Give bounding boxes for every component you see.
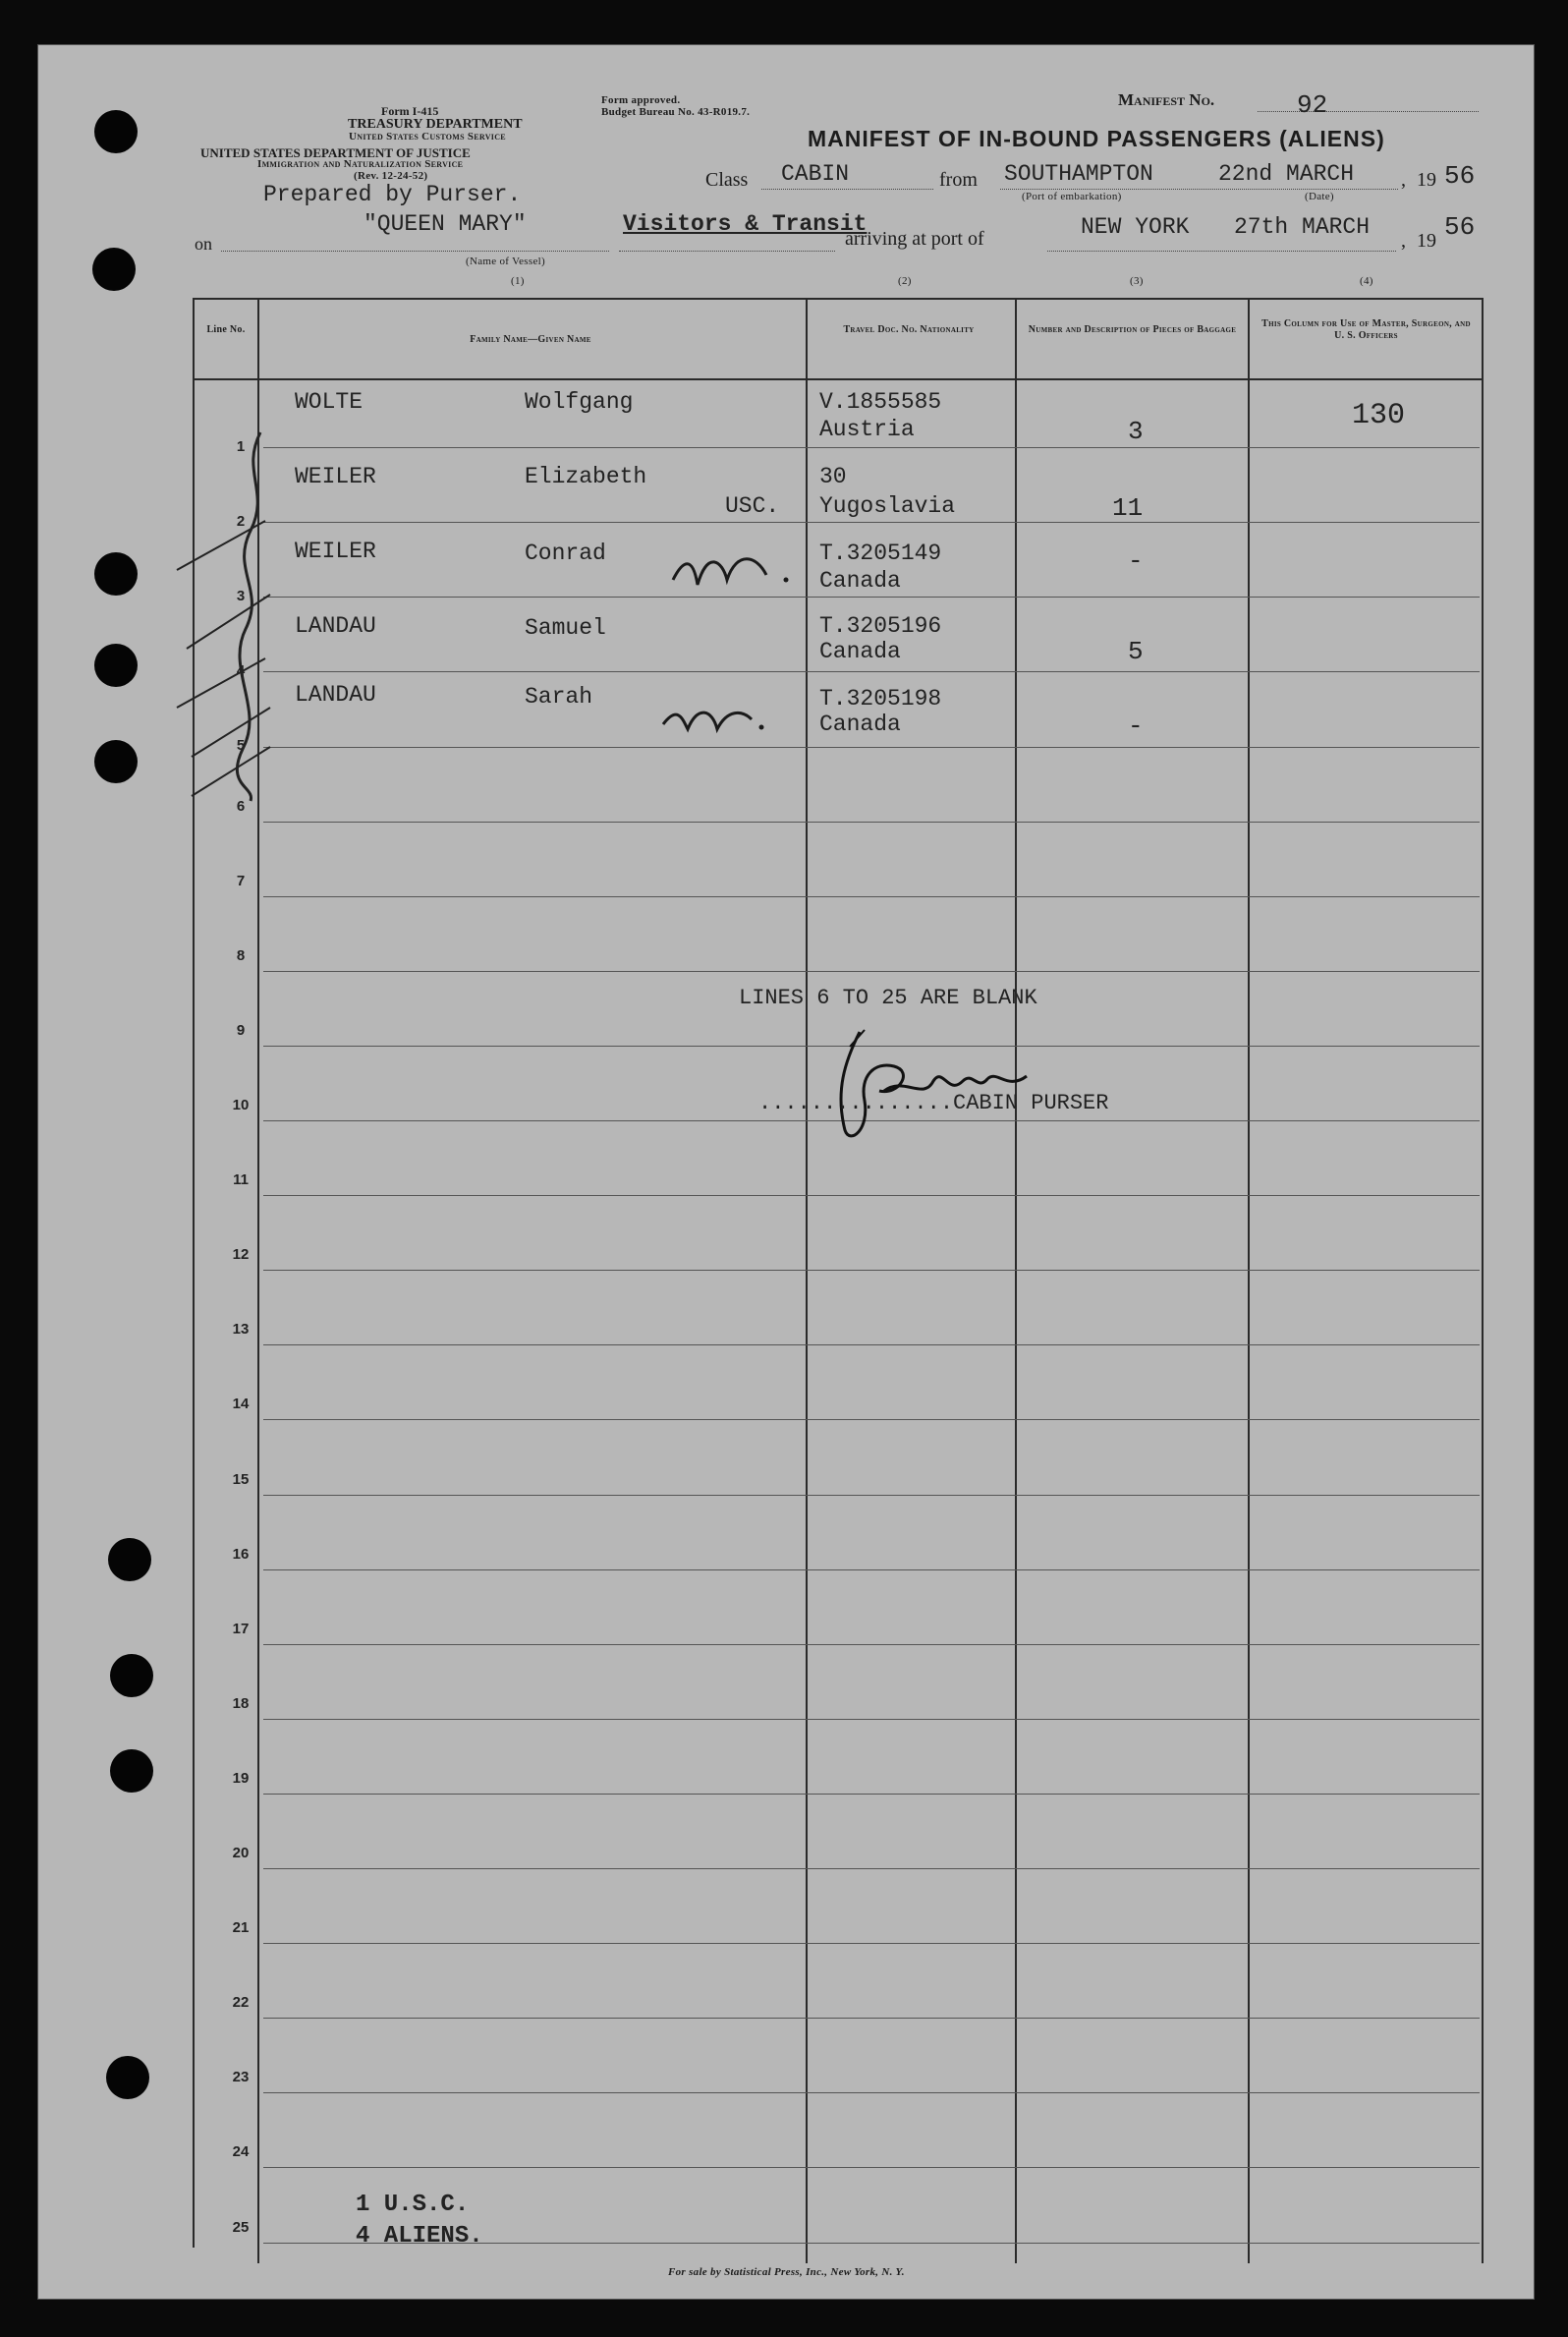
line-number: 13	[232, 1321, 250, 1339]
line-number: 5	[236, 737, 246, 754]
prepared-by: Prepared by Purser.	[263, 182, 522, 207]
line-number: 12	[232, 1246, 250, 1264]
travel-doc-no: V.1855585	[819, 389, 942, 415]
line-number: 23	[232, 2069, 250, 2086]
line-number: 18	[232, 1694, 250, 1712]
row-rule	[263, 1419, 1480, 1420]
row-rule	[263, 1943, 1480, 1944]
punch-hole	[110, 1654, 153, 1697]
line-number: 9	[236, 1021, 246, 1039]
punch-hole	[110, 1749, 153, 1793]
row-rule	[263, 2167, 1480, 2168]
row-rule	[263, 447, 1480, 448]
line-number: 2	[236, 513, 246, 530]
row-rule	[263, 822, 1480, 823]
line-number: 17	[232, 1620, 250, 1637]
vessel-name: "QUEEN MARY"	[364, 211, 527, 237]
row-rule	[263, 1344, 1480, 1345]
from-label: from	[939, 169, 978, 191]
family-name: LANDAU	[295, 613, 376, 639]
arrival-year: 56	[1444, 212, 1476, 242]
arrival-year-prefix: 19	[1417, 230, 1436, 252]
nationality: Austria	[819, 417, 915, 442]
line-number: 15	[232, 1470, 250, 1488]
cabin-purser-line: ...............CABIN PURSER	[758, 1091, 1109, 1115]
line-number: 19	[232, 1769, 250, 1787]
baggage-count: 3	[1128, 417, 1144, 446]
nationality: Yugoslavia	[819, 493, 956, 519]
line-number: 3	[236, 588, 246, 604]
purser-signature	[806, 1022, 1041, 1150]
baggage-count: 5	[1128, 637, 1144, 666]
punch-hole	[94, 552, 138, 596]
line-number: 7	[236, 872, 246, 889]
family-name: WEILER	[295, 539, 376, 564]
col-header-line-no: Line No.	[206, 324, 246, 335]
class-value: CABIN	[781, 161, 850, 187]
nationality: Canada	[819, 712, 901, 737]
travel-doc-no: T.3205198	[819, 686, 942, 712]
row-rule	[263, 747, 1480, 748]
blank-lines-note: LINES 6 TO 25 ARE BLANK	[739, 986, 1037, 1010]
handwritten-ditto-mark	[658, 700, 776, 739]
line-number: 14	[232, 1396, 250, 1413]
row-rule	[263, 1719, 1480, 1720]
line-number: 25	[232, 2218, 250, 2236]
from-port: SOUTHAMPTON	[1004, 161, 1153, 187]
page-title: MANIFEST OF IN-BOUND PASSENGERS (ALIENS)	[808, 126, 1385, 151]
given-name: Sarah	[525, 684, 593, 710]
justice-dept: UNITED STATES DEPARTMENT OF JUSTICE	[200, 145, 471, 160]
row-rule	[263, 1270, 1480, 1271]
col-number-3: (3)	[1130, 275, 1144, 287]
row-rule	[263, 1868, 1480, 1869]
from-date: 22nd MARCH	[1218, 161, 1355, 187]
punch-hole	[94, 644, 138, 687]
row-rule	[263, 1195, 1480, 1196]
row-rule	[263, 1569, 1480, 1570]
row-rule	[263, 971, 1480, 972]
nationality: Canada	[819, 639, 901, 664]
punch-hole	[106, 2056, 149, 2099]
on-label: on	[195, 234, 212, 254]
visitors-transit: Visitors & Transit	[623, 211, 868, 237]
arrival-port: NEW YORK	[1081, 214, 1190, 240]
manifest-label: Manifest No.	[1118, 90, 1215, 109]
manifest-number: 92	[1297, 90, 1328, 120]
date-caption: (Date)	[1305, 191, 1334, 202]
travel-doc-no: T.3205196	[819, 613, 942, 639]
row-rule	[263, 597, 1480, 598]
given-name: Wolfgang	[525, 389, 634, 415]
given-name: Elizabeth	[525, 464, 647, 489]
row-rule	[263, 1794, 1480, 1795]
row-rule	[263, 2092, 1480, 2093]
form-number: Form I-415	[381, 104, 439, 118]
line-number: 20	[232, 1845, 250, 1861]
line-number: 4	[236, 662, 246, 679]
baggage-count: -	[1128, 712, 1144, 741]
col-header-travel-doc: Travel Doc. No. Nationality	[843, 324, 975, 335]
line-number: 22	[232, 1994, 250, 2012]
port-embarkation-caption: (Port of embarkation)	[1022, 191, 1122, 202]
officers-note: 130	[1352, 399, 1406, 432]
family-name: WEILER	[295, 464, 376, 489]
vessel-caption: (Name of Vessel)	[466, 256, 545, 267]
given-name: Conrad	[525, 541, 606, 566]
line-number: 1	[236, 438, 246, 455]
arrival-date: 27th MARCH	[1234, 214, 1371, 240]
form-approved: Form approved.	[601, 94, 681, 106]
col-header-baggage: Number and Description of Pieces of Baggage	[1028, 324, 1237, 335]
travel-doc-no: 30	[819, 464, 847, 489]
line-number: 24	[232, 2143, 250, 2161]
year-prefix: 19	[1417, 169, 1436, 191]
punch-hole	[92, 248, 136, 291]
line-number: 16	[232, 1545, 250, 1563]
revision: (Rev. 12-24-52)	[354, 170, 428, 182]
row-rule	[263, 522, 1480, 523]
given-name: Samuel	[525, 615, 606, 641]
row-rule	[263, 2018, 1480, 2019]
arriving-label: arriving at port of	[845, 228, 984, 250]
punch-hole	[108, 1538, 151, 1581]
baggage-count: 11	[1112, 493, 1144, 523]
handwritten-ditto-mark	[668, 541, 806, 599]
punch-hole	[94, 110, 138, 153]
row-rule	[263, 896, 1480, 897]
from-year: 56	[1444, 161, 1476, 191]
col-number-2: (2)	[898, 275, 912, 287]
baggage-count: -	[1128, 546, 1144, 576]
travel-doc-no: T.3205149	[819, 541, 942, 566]
line-number: 21	[232, 1919, 250, 1937]
family-name: LANDAU	[295, 682, 376, 708]
row-rule	[263, 671, 1480, 672]
line-number: 8	[236, 946, 246, 964]
ins: Immigration and Naturalization Service	[257, 158, 464, 170]
line-number: 11	[233, 1171, 249, 1189]
row-rule	[263, 1495, 1480, 1496]
aliens-count: 4 ALIENS.	[356, 2223, 483, 2250]
col-number-4: (4)	[1360, 275, 1373, 287]
treasury-dept: TREASURY DEPARTMENT	[348, 117, 523, 132]
punch-hole	[94, 740, 138, 783]
col-header-name: Family Name—Given Name	[470, 334, 591, 345]
col-number-1: (1)	[511, 275, 525, 287]
handwritten-brackets	[147, 413, 285, 806]
customs-service: United States Customs Service	[349, 131, 506, 142]
nationality: Canada	[819, 568, 901, 594]
family-name: WOLTE	[295, 389, 364, 415]
usc-count: 1 U.S.C.	[356, 2192, 470, 2218]
footer-printer: For sale by Statistical Press, Inc., New York, N. Y.	[668, 2266, 905, 2278]
col-header-officers: This Column for Use of Master, Surgeon, and U. S. Officers	[1261, 318, 1471, 341]
budget-bureau: Budget Bureau No. 43-R019.7.	[601, 106, 751, 118]
line-number: 6	[236, 797, 246, 815]
line-number: 10	[232, 1097, 250, 1113]
class-label: Class	[705, 169, 749, 191]
row-rule	[263, 1644, 1480, 1645]
citizenship-note: USC.	[725, 493, 780, 519]
